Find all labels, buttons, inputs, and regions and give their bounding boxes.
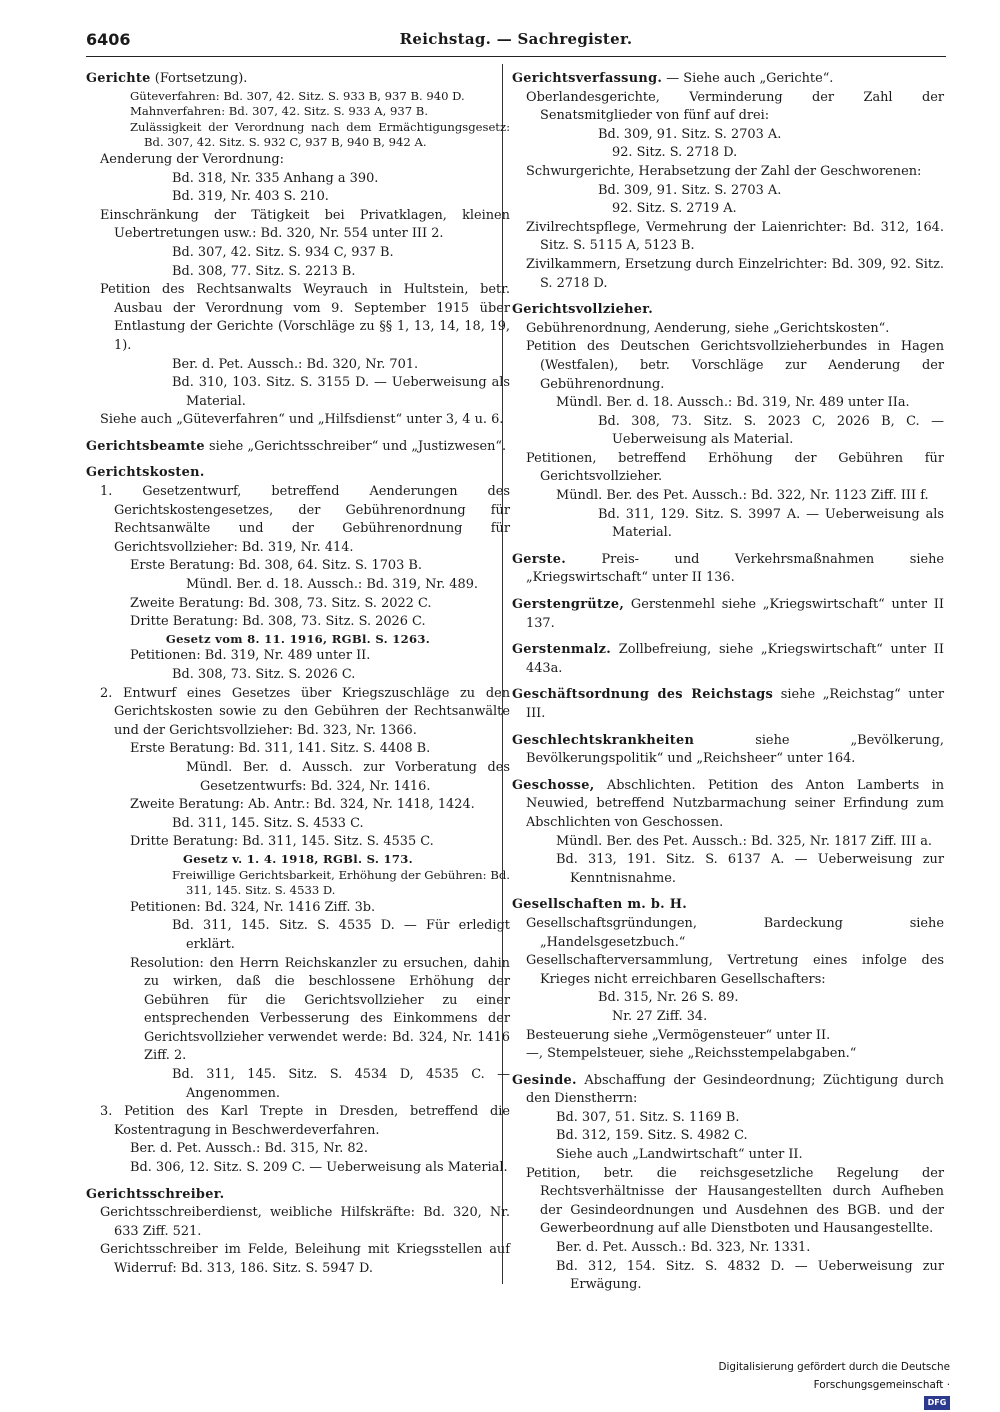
index-entry-text: Zivilkammern, Ersetzung durch Einzelrichter: Bd. 309, 92. Sitz. S. 2718 D. <box>526 256 944 291</box>
index-entry-text: Oberlandesgerichte, Verminderung der Zahl der Senatsmitglieder von fünf auf drei: <box>526 89 944 124</box>
index-entry-text: siehe „Bevölkerung, Bevölkerungspolitik“ und „Reichsheer“ unter 164. <box>526 732 944 767</box>
index-entry-text: Erste Beratung: Bd. 308, 64. Sitz. S. 1703 B. <box>130 558 422 574</box>
index-entry-text: siehe „Gerichtsschreiber“ und „Justizwesen“. <box>204 438 507 454</box>
index-entry-text: Bd. 312, 159. Sitz. S. 4982 C. <box>556 1128 748 1144</box>
index-entry <box>512 338 944 394</box>
index-entry-text: Bd. 311, 129. Sitz. S. 3997 A. — Ueberweisung als Material. <box>598 506 944 541</box>
index-entry <box>86 151 510 170</box>
index-entry-text: Dritte Beratung: Bd. 308, 73. Sitz. S. 2026 C. <box>130 614 426 630</box>
index-entry-text: Resolution: den Herrn Reichskanzler zu ersuchen, dahin zu wirken, daß die beschlossene Erhöhung der Gebühren für die Gerichtsvollzieher zu einer entsprechenden Verbesserung des Einkommens der Gerichtsvollzieher verwendet werde: Bd. 324, Nr. 1416 Ziff. 2. <box>130 955 510 1064</box>
index-entry-text: Siehe auch „Landwirtschaft“ unter II. <box>556 1147 803 1163</box>
page-header <box>86 30 946 57</box>
left-column <box>86 70 510 1279</box>
index-entry-text: Bd. 311, 145. Sitz. S. 4533 C. <box>172 815 364 831</box>
index-entry-text: Erste Beratung: Bd. 311, 141. Sitz. S. 4408 B. <box>130 741 431 757</box>
index-entry <box>512 686 944 723</box>
index-entry-text: Bd. 309, 91. Sitz. S. 2703 A. <box>598 182 782 198</box>
index-entry <box>512 320 944 339</box>
index-entry-text: (Fortsetzung). <box>150 71 248 86</box>
index-entry <box>86 244 510 263</box>
index-entry <box>86 1186 510 1205</box>
index-entry-text: Mündl. Ber. d. Aussch. zur Vorberatung des Gesetzentwurfs: Bd. 324, Nr. 1416. <box>186 759 510 794</box>
index-headword: Gerichte <box>86 71 151 86</box>
index-entry-text: Aenderung der Verordnung: <box>100 151 284 167</box>
index-entry <box>86 1103 510 1140</box>
index-entry <box>512 182 944 201</box>
index-headword: Gerstengrütze, <box>512 597 625 613</box>
index-entry <box>512 1008 944 1027</box>
index-entry <box>512 833 944 852</box>
index-entry-text: Bd. 315, Nr. 26 S. 89. <box>598 990 739 1006</box>
index-entry <box>512 952 944 989</box>
index-entry-text: 1. Gesetzentwurf, betreffend Aenderungen des Gerichtskostengesetzes, der Gebührenordnung für Rechtsanwälte und der Gebührenordnung für Gerichtsvollzieher: Bd. 319, Nr. 414. <box>100 484 510 555</box>
index-entry <box>512 256 944 293</box>
index-entry-text: Zollbefreiung, siehe „Kriegswirtschaft“ unter II 443a. <box>526 642 944 676</box>
index-headword: Gerste. <box>512 551 567 567</box>
index-entry-text: Bd. 312, 154. Sitz. S. 4832 D. — Ueberweisung zur Erwägung. <box>556 1258 944 1293</box>
index-entry <box>86 188 510 207</box>
index-entry-text: Gesellschaftsgründungen, Bardeckung siehe „Handelsgesetzbuch.“ <box>526 915 944 950</box>
index-entry <box>86 1140 510 1159</box>
index-entry-text: Petition, betr. die reichsgesetzliche Regelung der Rechtsverhältnisse der Hausangestellten durch Aufheben der Gesindeordnungen und Ausdehnen des BGB. und der Gewerbeordnung auf alle Dienstboten und Hausangestellte. <box>526 1165 944 1237</box>
index-entry-text: Gesetz vom 8. 11. 1916, RGBl. S. 1263. <box>165 631 431 646</box>
index-entry <box>86 438 510 457</box>
index-entry-text: Ber. d. Pet. Aussch.: Bd. 323, Nr. 1331. <box>556 1240 811 1256</box>
index-entry <box>512 413 944 450</box>
running-head: Reichstag. — Sachregister. <box>399 30 633 48</box>
index-entry <box>512 200 944 219</box>
index-entry <box>86 411 510 430</box>
index-entry-text: Bd. 306, 12. Sitz. S. 209 C. — Ueberweisung als Material. <box>130 1160 508 1176</box>
index-entry-text: Gerichtsschreiberdienst, weibliche Hilfskräfte: Bd. 320, Nr. 633 Ziff. 521. <box>100 1205 510 1239</box>
index-entry-text: Bd. 308, 73. Sitz. S. 2026 C. <box>172 667 356 682</box>
index-entry <box>512 551 944 588</box>
index-entry <box>512 777 944 833</box>
index-entry <box>86 796 510 815</box>
index-entry <box>512 126 944 145</box>
index-entry <box>512 1045 944 1064</box>
index-entry <box>86 868 510 899</box>
index-entry-text: Gesellschafterversammlung, Vertretung eines infolge des Krieges nicht erreichbaren Gesellschafters: <box>526 953 944 987</box>
index-headword: Gerichtsvollzieher. <box>512 302 654 318</box>
index-entry-text: Mündl. Ber. d. 18. Aussch.: Bd. 319, Nr. 489. <box>186 577 479 593</box>
index-entry-text: Gerstenmehl siehe „Kriegswirtschaft“ unter II 137. <box>526 597 944 631</box>
index-entry <box>86 632 510 648</box>
index-entry-text: Freiwillige Gerichtsbarkeit, Erhöhung der Gebühren: Bd. 311, 145. Sitz. S. 4533 D. <box>172 867 510 898</box>
index-headword: Gerichtskosten. <box>86 465 205 481</box>
index-entry <box>512 732 944 769</box>
index-entry-text: Einschränkung der Tätigkeit bei Privatklagen, kleinen Uebertretungen usw.: Bd. 320, Nr. 554 unter III 2. <box>100 207 510 242</box>
index-entry-text: Bd. 313, 191. Sitz. S. 6137 A. — Ueberweisung zur Kenntnisnahme. <box>556 852 944 886</box>
index-entry <box>86 740 510 759</box>
index-entry <box>86 120 510 151</box>
index-entry-text: Bd. 311, 145. Sitz. S. 4535 D. — Für erledigt erklärt. <box>172 918 510 952</box>
index-entry <box>512 641 944 678</box>
index-entry <box>86 852 510 868</box>
index-entry <box>512 989 944 1008</box>
index-entry-text: Mündl. Ber. des Pet. Aussch.: Bd. 325, Nr. 1817 Ziff. III a. <box>556 833 932 849</box>
index-entry <box>512 1239 944 1258</box>
index-entry <box>86 263 510 282</box>
index-entry-text: Bd. 311, 145. Sitz. S. 4534 D, 4535 C. — Angenommen. <box>172 1067 510 1101</box>
index-entry <box>512 1072 944 1109</box>
index-entry <box>512 1109 944 1128</box>
index-entry-text: —, Stempelsteuer, siehe „Reichsstempelabgaben.“ <box>526 1046 857 1062</box>
index-entry-text: Abschaffung der Gesindeordnung; Züchtigung durch den Dienstherrn: <box>526 1072 944 1107</box>
index-entry-text: Zweite Beratung: Ab. Antr.: Bd. 324, Nr. 1418, 1424. <box>130 797 475 813</box>
index-entry <box>512 163 944 182</box>
index-entry <box>512 144 944 163</box>
index-entry-text: Bd. 307, 42. Sitz. S. 934 C, 937 B. <box>172 244 394 260</box>
index-entry-text: Petition des Rechtsanwalts Weyrauch in Hultstein, betr. Ausbau der Verordnung vom 9. September 1915 über Entlastung der Gerichte (Vorschläge zu §§ 1, 13, 14, 18, 19, 1). <box>100 282 510 353</box>
index-entry <box>512 301 944 320</box>
index-entry <box>86 1159 510 1178</box>
index-entry <box>512 1165 944 1239</box>
index-entry-text: siehe „Reichstag“ unter III. <box>526 687 944 721</box>
index-entry-text: Bd. 309, 91. Sitz. S. 2703 A. <box>598 126 782 142</box>
index-entry <box>86 595 510 614</box>
index-entry <box>512 596 944 633</box>
index-entry <box>512 1258 944 1295</box>
index-entry-text: Ber. d. Pet. Aussch.: Bd. 320, Nr. 701. <box>172 356 419 372</box>
index-entry <box>86 917 510 954</box>
index-entry <box>86 833 510 852</box>
index-entry-text: Mahnverfahren: Bd. 307, 42. Sitz. S. 933 A, 937 B. <box>130 104 429 119</box>
index-entry <box>512 1146 944 1165</box>
index-entry-text: Petition des Deutschen Gerichtsvollzieherbundes in Hagen (Westfalen), betr. Vorschläge zur Aenderung der Gebührenordnung. <box>526 339 944 392</box>
index-entry-text: Besteuerung siehe „Vermögensteuer“ unter II. <box>526 1027 831 1043</box>
index-headword: Gesinde. <box>512 1072 577 1088</box>
index-entry-text: 2. Entwurf eines Gesetzes über Kriegszuschläge zu den Gerichtskosten sowie zu den Gebühren der Rechtsanwälte und der Gerichtsvollzieher: Bd. 323, Nr. 1366. <box>100 685 510 738</box>
index-entry <box>86 557 510 576</box>
index-entry-text: Schwurgerichte, Herabsetzung der Zahl der Geschworenen: <box>526 163 922 179</box>
index-entry <box>86 1204 510 1241</box>
index-entry <box>86 483 510 557</box>
footer <box>640 1358 950 1407</box>
index-entry <box>512 219 944 256</box>
index-entry-text: Petitionen: Bd. 324, Nr. 1416 Ziff. 3b. <box>130 899 376 915</box>
index-entry-text: 3. Petition des Karl Trepte in Dresden, betreffend die Kostentragung in Beschwerdeverfahren. <box>100 1104 510 1138</box>
index-entry <box>512 89 944 126</box>
index-entry <box>86 374 510 411</box>
right-column <box>512 70 944 1295</box>
index-entry <box>86 666 510 685</box>
index-entry <box>86 815 510 834</box>
index-headword: Gerstenmalz. <box>512 642 612 658</box>
index-headword: Geschosse, <box>512 777 595 793</box>
index-entry <box>86 955 510 1067</box>
index-headword: Geschlechtskrankheiten <box>512 732 695 748</box>
index-entry-text: Zulässigkeit der Verordnung nach dem Ermächtigungsgesetz: Bd. 307, 42. Sitz. S. 932 C, 937 B, 940 B, 942 A. <box>130 119 510 150</box>
index-entry-text: Mündl. Ber. d. 18. Aussch.: Bd. 319, Nr. 489 unter IIa. <box>556 395 910 411</box>
index-entry <box>86 104 510 120</box>
index-entry-text: Gesetz v. 1. 4. 1918, RGBl. S. 173. <box>183 851 413 866</box>
index-headword: Gerichtsschreiber. <box>86 1186 225 1202</box>
index-entry <box>86 899 510 918</box>
index-entry <box>86 613 510 632</box>
index-headword: Geschäftsordnung des Reichstags <box>512 687 774 703</box>
index-entry-text: Güteverfahren: Bd. 307, 42. Sitz. S. 933 B, 937 B. 940 D. <box>130 88 465 103</box>
index-entry <box>86 464 510 483</box>
dfg-logo: DFG <box>924 1396 950 1410</box>
index-entry <box>86 170 510 189</box>
index-entry-text: Bd. 308, 73. Sitz. S. 2023 C, 2026 B, C. — Ueberweisung als Material. <box>598 413 944 448</box>
index-headword: Gerichtsverfassung. <box>512 71 663 86</box>
index-entry <box>512 450 944 487</box>
index-entry <box>86 89 510 105</box>
index-entry-text: Petitionen: Bd. 319, Nr. 489 unter II. <box>130 648 371 664</box>
index-entry <box>86 70 510 89</box>
index-entry <box>86 356 510 375</box>
index-entry <box>512 70 944 89</box>
index-entry-text: Zivilrechtspflege, Vermehrung der Laienrichter: Bd. 312, 164. Sitz. S. 5115 A, 5123 B. <box>526 219 944 254</box>
index-entry <box>86 759 510 796</box>
index-entry <box>86 1066 510 1103</box>
index-entry <box>512 851 944 888</box>
index-entry-text: Bd. 319, Nr. 403 S. 210. <box>172 189 329 205</box>
index-entry <box>512 1127 944 1146</box>
index-entry-text: 92. Sitz. S. 2719 A. <box>612 201 737 217</box>
index-entry-text: Mündl. Ber. des Pet. Aussch.: Bd. 322, Nr. 1123 Ziff. III f. <box>556 488 929 504</box>
index-entry-text: Bd. 310, 103. Sitz. S. 3155 D. — Ueberweisung als Material. <box>172 375 510 409</box>
index-entry <box>86 576 510 595</box>
index-entry-text: Gebührenordnung, Aenderung, siehe „Gerichtskosten“. <box>526 320 890 336</box>
index-headword: Gerichtsbeamte <box>86 438 205 454</box>
index-entry <box>86 207 510 244</box>
index-entry-text: Bd. 307, 51. Sitz. S. 1169 B. <box>556 1109 740 1125</box>
index-entry <box>512 915 944 952</box>
index-entry <box>512 896 944 915</box>
index-entry-text: — Siehe auch „Gerichte“. <box>662 71 834 86</box>
index-entry <box>86 1241 510 1278</box>
index-entry <box>512 506 944 543</box>
index-entry-text: Ber. d. Pet. Aussch.: Bd. 315, Nr. 82. <box>130 1141 368 1157</box>
index-entry-text: 92. Sitz. S. 2718 D. <box>612 145 738 161</box>
index-entry-text: Bd. 318, Nr. 335 Anhang a 390. <box>172 170 379 186</box>
index-headword: Gesellschaften m. b. H. <box>512 897 688 913</box>
index-entry-text: Abschlichten. Petition des Anton Lamberts in Neuwied, betreffend Nutzbarmachung seiner Erfindung zum Abschlichten von Geschossen. <box>526 777 944 830</box>
index-entry-text: Gerichtsschreiber im Felde, Beleihung mit Kriegsstellen auf Widerruf: Bd. 313, 186. Sitz. S. 5947 D. <box>100 1242 510 1276</box>
index-entry-text: Nr. 27 Ziff. 34. <box>612 1008 708 1024</box>
index-entry <box>86 281 510 355</box>
index-entry-text: Siehe auch „Güteverfahren“ und „Hilfsdienst“ unter 3, 4 u. 6. <box>100 412 504 428</box>
index-entry-text: Preis- und Verkehrsmaßnahmen siehe „Kriegswirtschaft“ unter II 136. <box>526 551 944 586</box>
footer-credit: Digitalisierung gefördert durch die Deutsche Forschungsgemeinschaft · <box>718 1361 950 1391</box>
index-entry <box>512 1027 944 1046</box>
index-entry <box>86 647 510 666</box>
page-number: 6406 <box>86 30 131 49</box>
index-entry <box>86 685 510 741</box>
index-entry <box>512 394 944 413</box>
index-entry-text: Petitionen, betreffend Erhöhung der Gebühren für Gerichtsvollzieher. <box>526 450 944 485</box>
index-entry-text: Zweite Beratung: Bd. 308, 73. Sitz. S. 2022 C. <box>130 595 432 611</box>
index-entry-text: Dritte Beratung: Bd. 311, 145. Sitz. S. 4535 C. <box>130 834 434 850</box>
index-entry <box>512 487 944 506</box>
index-entry-text: Bd. 308, 77. Sitz. S. 2213 B. <box>172 263 356 279</box>
